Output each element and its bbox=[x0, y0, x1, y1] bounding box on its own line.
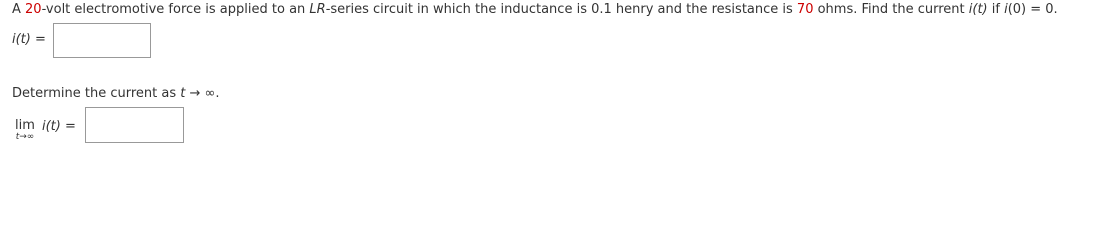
limit-prompt-var: t bbox=[180, 86, 186, 101]
problem-text-2: -volt electromotive force is applied to an bbox=[41, 2, 310, 17]
current-answer-input[interactable] bbox=[53, 23, 151, 58]
answer-label-eq: = bbox=[30, 32, 46, 47]
limit-label-eq: = bbox=[60, 119, 76, 134]
limit-answer-input[interactable] bbox=[85, 107, 184, 143]
voltage-value: 20 bbox=[25, 2, 42, 17]
problem-text-3: -series circuit in which the inductance is 0.1 henry and the resistance is bbox=[325, 2, 797, 17]
circuit-type: LR bbox=[309, 2, 326, 17]
current-function: i(t) bbox=[968, 2, 988, 17]
answer-label-current bbox=[12, 32, 46, 48]
problem-text-5: if bbox=[987, 2, 1005, 17]
limit-label-fn: i(t) bbox=[42, 119, 61, 134]
initial-function: i bbox=[1004, 2, 1008, 17]
limit-prompt bbox=[12, 86, 219, 102]
problem-text-1: A bbox=[12, 2, 26, 17]
problem-text-4: ohms. Find the current bbox=[813, 2, 969, 17]
answer-label-limit bbox=[42, 119, 76, 135]
limit-prompt-text: Determine the current as bbox=[12, 86, 181, 101]
problem-statement bbox=[12, 1, 1058, 19]
resistance-value: 70 bbox=[796, 2, 814, 17]
lim-subscript: t→∞ bbox=[15, 132, 35, 142]
lim-word: lim bbox=[15, 118, 35, 133]
limit-notation bbox=[12, 119, 38, 142]
answer-label-fn: i(t) bbox=[12, 32, 31, 47]
limit-prompt-arrow: → ∞. bbox=[185, 86, 220, 101]
initial-condition: (0) = 0. bbox=[1007, 2, 1058, 17]
